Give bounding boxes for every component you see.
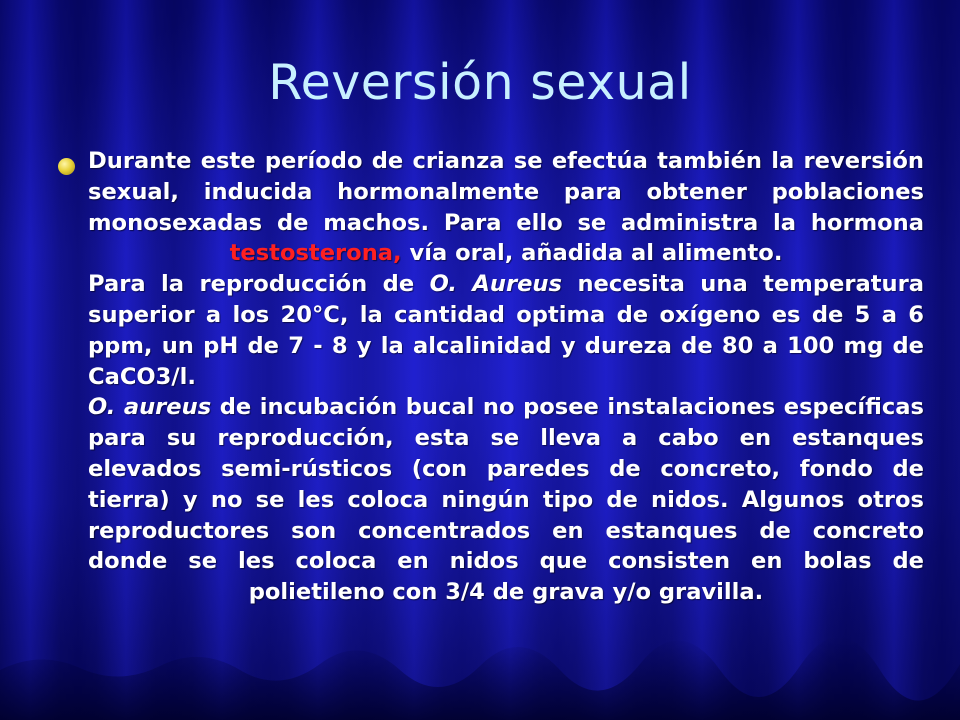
species-name: O. Aureus — [429, 271, 562, 298]
bullet-sphere-icon — [58, 158, 75, 175]
paragraph-3 — [88, 392, 924, 608]
p1-text-before: Durante este período de crianza se efectúa también la reversión sexual, inducida hormonalmente para obtener poblaciones monosexadas de machos. Para ello se administra la hormona — [88, 148, 924, 236]
slide-title: Reversión sexual — [268, 54, 692, 111]
p1-text-after: vía oral, añadida al alimento. — [401, 240, 783, 267]
paragraph-1 — [88, 146, 924, 269]
p2-text-after: necesita una temperatura superior a los 20°C, la cantidad optima de oxígeno es de 5 a 6 ppm, un pH de 7 - 8 y la alcalinidad y dureza de 80 a 100 mg de CaCO3/l. — [88, 271, 924, 390]
curtain-hem-decoration — [0, 630, 960, 720]
bullet-text — [88, 146, 924, 608]
p3-text-after: de incubación bucal no posee instalaciones específicas para su reproducción, esta se lleva a cabo en estanques elevados semi-rústicos (con paredes de concreto, fondo de tierra) y no se les coloca ningún tipo de nidos. Algunos otros reproductores son concentrados en estanques de concreto donde se les coloca en nidos que consisten en bolas de polietileno con 3/4 de grava y/o gravilla. — [88, 394, 925, 606]
paragraph-2 — [88, 269, 924, 392]
species-name: O. aureus — [88, 394, 212, 421]
p2-text-before: Para la reproducción de — [88, 271, 430, 298]
highlighted-term: testosterona, — [229, 240, 402, 267]
